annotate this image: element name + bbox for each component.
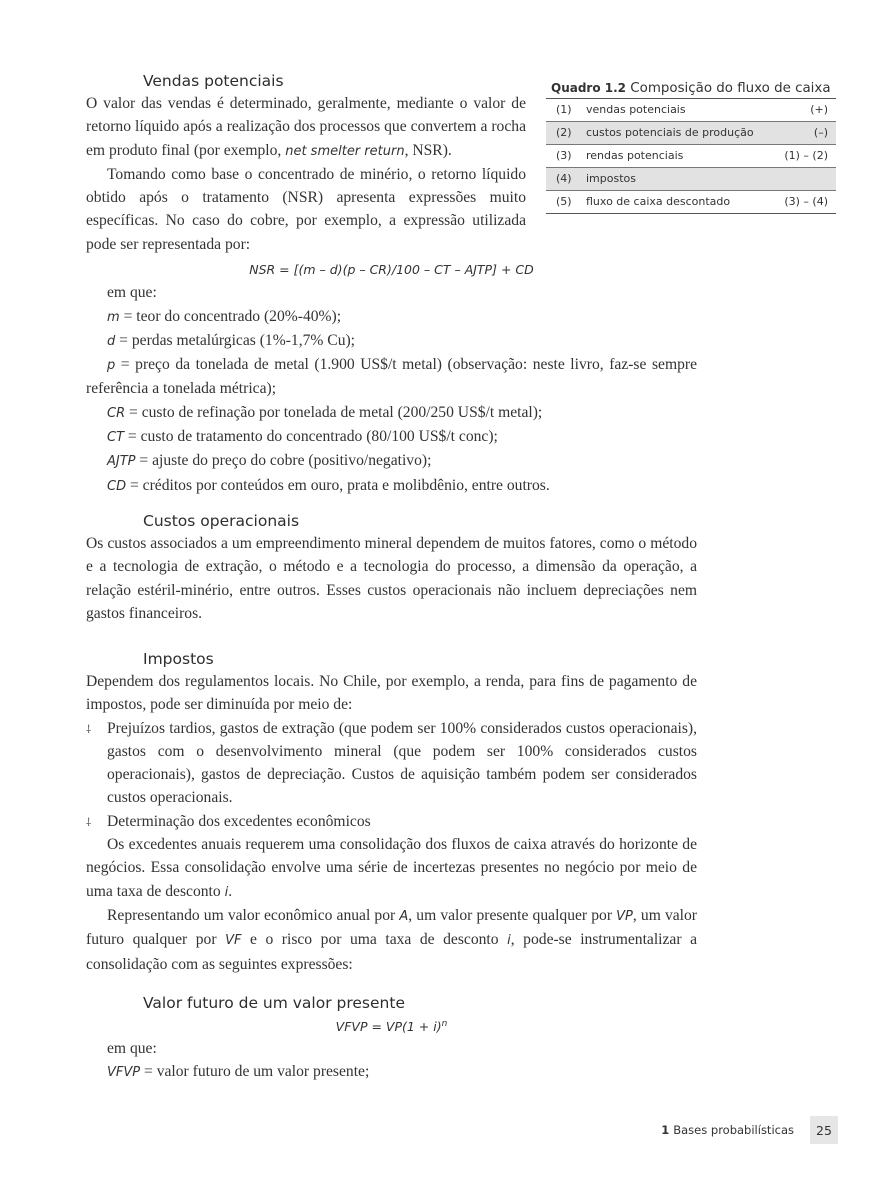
paragraph: Os custos associados a um empreendimento mineral dependem de muitos fatores, como o método e a tecnologia de extração, o método e a tecnologia do processo, a dimensão da operação, a relação estéril-minério, entre outros. Esses custos operacionais não incluem depreciações nem gastos financeiros. bbox=[86, 535, 697, 622]
text: , NSR). bbox=[404, 141, 452, 159]
chapter-number: 1 bbox=[661, 1123, 670, 1137]
text: , pode-se instrumentalizar a consolidação com as seguintes expressões: bbox=[86, 931, 697, 973]
paragraph bbox=[86, 904, 697, 976]
math-symbol: i bbox=[507, 933, 511, 949]
text: Os excedentes anuais requerem uma consolidação dos fluxos de caixa através do horizonte de negócios. Essa consolidação envolve uma série de incertezas presentes no negócio por meio de uma taxa de desconto bbox=[86, 836, 697, 900]
table-caption bbox=[546, 78, 836, 99]
nsr-formula: NSR = [(m – d)(p – CR)/100 – CT – AJTP] + CD bbox=[249, 262, 534, 277]
bullet-text: Determinação dos excedentes econômicos bbox=[107, 812, 371, 830]
definition-text: = ajuste do preço do cobre (positivo/negativo); bbox=[135, 452, 432, 470]
definition bbox=[86, 401, 697, 425]
math-symbol: d bbox=[107, 333, 116, 349]
table-row bbox=[546, 145, 836, 168]
chapter-title: Bases probabilísticas bbox=[673, 1123, 794, 1137]
definition bbox=[86, 329, 697, 353]
heading-valor-futuro: Valor futuro de um valor presente bbox=[143, 994, 405, 1012]
text: Representando um valor econômico anual por bbox=[107, 906, 400, 924]
definition bbox=[86, 1060, 697, 1084]
definition bbox=[86, 449, 697, 473]
definition bbox=[86, 425, 697, 449]
heading-vendas-potenciais: Vendas potenciais bbox=[143, 72, 284, 90]
paragraph: Tomando como base o concentrado de minério, o retorno líquido obtido após o tratamento (NSR) apresenta expressões muito específicas. No caso do cobre, por exemplo, a expressão utilizada pode ser representada por: bbox=[86, 165, 526, 253]
definition-text: = valor futuro de um valor presente; bbox=[140, 1063, 370, 1081]
math-symbol: p bbox=[107, 358, 116, 374]
table-cell-op: (–) bbox=[813, 126, 828, 139]
em-que-label: em que: bbox=[107, 284, 157, 302]
paragraph: Dependem dos regulamentos locais. No Chile, por exemplo, a renda, para fins de pagamento de impostos, pode ser diminuída por meio de: bbox=[86, 673, 697, 714]
formula-exponent: n bbox=[441, 1019, 448, 1029]
bullet-item bbox=[86, 717, 697, 810]
definition bbox=[86, 353, 697, 401]
table-cell-op: (+) bbox=[810, 103, 828, 116]
vfvp-formula bbox=[86, 1014, 697, 1037]
definition-text: = perdas metalúrgicas (1%-1,7% Cu); bbox=[115, 331, 356, 349]
section-vfvp bbox=[86, 992, 697, 1085]
text: , um valor presente qualquer por bbox=[408, 906, 617, 924]
math-symbol: CD bbox=[107, 478, 127, 494]
running-footer bbox=[661, 1123, 794, 1137]
math-symbol: m bbox=[107, 309, 120, 325]
math-symbol: VF bbox=[225, 933, 242, 949]
text: . bbox=[228, 882, 233, 900]
definition-list bbox=[86, 305, 697, 498]
text: O valor das vendas é determinado, geralmente, mediante o valor de retorno líquido após a realização dos processos que convertem a rocha em produto final (por exemplo, bbox=[86, 95, 526, 159]
paragraph bbox=[86, 833, 697, 904]
text: e o risco por uma taxa de desconto bbox=[241, 931, 508, 949]
table-row bbox=[546, 99, 836, 122]
table-cell-op: (3) – (4) bbox=[784, 195, 828, 208]
math-symbol: VP bbox=[616, 908, 633, 924]
math-symbol: A bbox=[399, 908, 409, 924]
math-symbol: CR bbox=[107, 405, 126, 421]
bullet-item bbox=[86, 810, 697, 833]
quadro-table bbox=[546, 78, 836, 214]
math-symbol: CT bbox=[107, 430, 125, 446]
page-footer bbox=[600, 1116, 838, 1144]
formula-text: VFVP = VP(1 + i) bbox=[335, 1019, 442, 1035]
table-cell-desc: rendas potenciais bbox=[586, 149, 684, 162]
table-cell-num: (4) bbox=[556, 172, 572, 185]
table-row bbox=[546, 168, 836, 191]
table-row bbox=[546, 191, 836, 214]
math-symbol: i bbox=[224, 884, 229, 900]
table-cell-desc: impostos bbox=[586, 172, 636, 185]
table-title: Composição do fluxo de caixa bbox=[626, 81, 831, 96]
math-symbol: VFVP bbox=[107, 1065, 141, 1081]
heading-custos-operacionais: Custos operacionais bbox=[143, 512, 300, 530]
table-cell-num: (3) bbox=[556, 149, 572, 162]
definition-text: = preço da tonelada de metal (1.900 US$/t metal) (observação: neste livro, faz-se sempre referência a tonelada métrica); bbox=[86, 356, 697, 398]
bullet-icon: ⸸ bbox=[86, 722, 92, 736]
table-cell-desc: fluxo de caixa descontado bbox=[586, 195, 731, 208]
page-number: 25 bbox=[810, 1116, 838, 1144]
table-cell-desc: vendas potenciais bbox=[586, 103, 686, 116]
section-vendas-formula bbox=[86, 258, 697, 498]
heading-impostos: Impostos bbox=[143, 650, 214, 668]
definition bbox=[86, 474, 697, 498]
section-vendas bbox=[86, 70, 526, 256]
table-cell-op: (1) – (2) bbox=[784, 149, 828, 162]
definition-text: = custo de refinação por tonelada de metal (200/250 US$/t metal); bbox=[125, 403, 543, 421]
table-cell-num: (1) bbox=[556, 103, 572, 116]
table-cell-num: (2) bbox=[556, 126, 572, 139]
definition bbox=[86, 305, 697, 329]
italic-term: net smelter return bbox=[285, 143, 405, 159]
table-cell-desc: custos potenciais de produção bbox=[586, 126, 754, 139]
section-impostos bbox=[86, 648, 697, 976]
table-cell-num: (5) bbox=[556, 195, 572, 208]
definition-text: = créditos por conteúdos em ouro, prata e molibdênio, entre outros. bbox=[126, 476, 550, 494]
definition-text: = teor do concentrado (20%-40%); bbox=[119, 307, 342, 325]
text: , um valor futuro qualquer por bbox=[86, 906, 697, 949]
table-label: Quadro 1.2 bbox=[551, 81, 627, 95]
paragraph bbox=[86, 92, 526, 163]
bullet-icon: ⸸ bbox=[86, 815, 92, 829]
section-custos bbox=[86, 510, 697, 625]
table-row bbox=[546, 122, 836, 145]
em-que-label: em que: bbox=[107, 1040, 157, 1058]
definition-text: = custo de tratamento do concentrado (80/100 US$/t conc); bbox=[124, 428, 498, 446]
table-cell-op bbox=[756, 168, 836, 190]
math-symbol: AJTP bbox=[107, 454, 136, 470]
bullet-text: Prejuízos tardios, gastos de extração (que podem ser 100% considerados custos operacionais), gastos com o desenvolvimento mineral (que podem ser 100% considerados custos operacionais), gastos de depreciação. Custos de aquisição também podem ser considerados custos operacionais. bbox=[107, 719, 697, 807]
